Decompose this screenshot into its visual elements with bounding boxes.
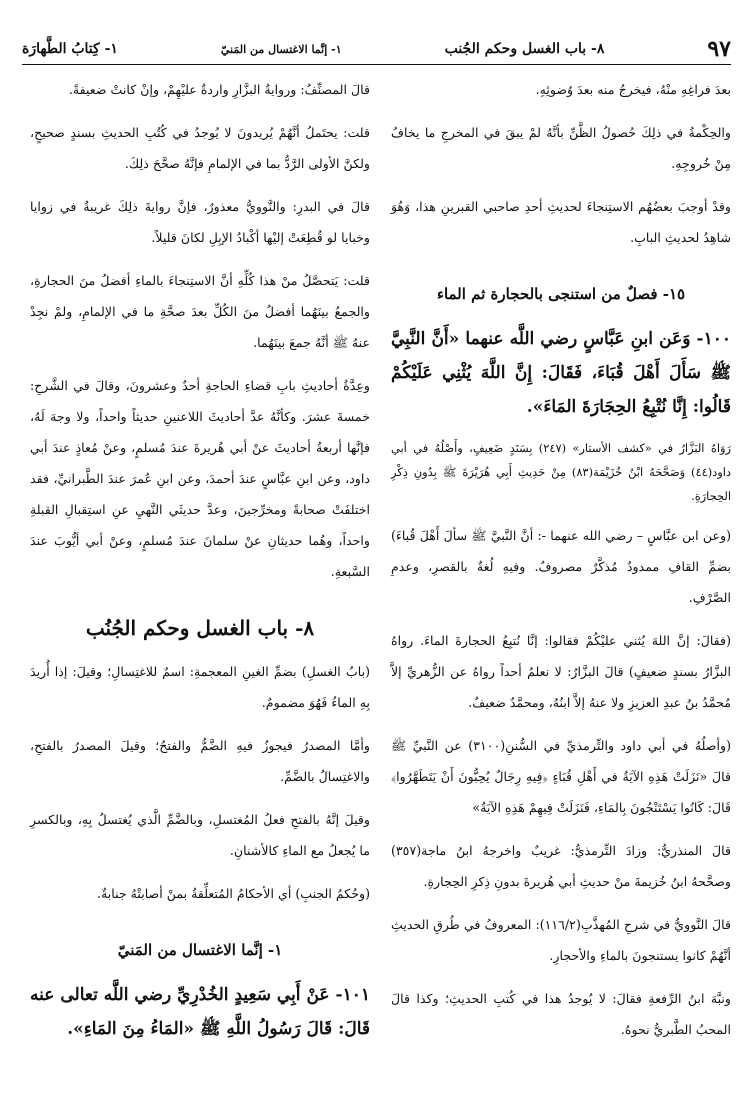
commentary-paragraph: (وأصلُهُ في أبي داود والتِّرمذيِّ في السُّننِ(٣١٠٠) عن النَّبيِّ ﷺ قالَ «نَزَلَتْ هَذِهِ الآيَةُ في أَهْلِ قُبَاءٍ ﴿فِيهِ رِجَالٌ يُحِبُّونَ أَنْ يَتَطَهَّرُوا﴾ قَالَ: كَانُوا يَسْتَنْجُونَ بِالمَاءِ، فَنَزَلَتْ فِيهِمْ هَذِهِ الآيَةُ» [391, 738, 731, 815]
paragraph: والحِكْمةُ في ذلِكَ حُصولُ الظَّنِّ بأنَّهُ لمْ يبقَ في المخرجِ ما يخافُ مِنْ خُروجِهِ. [391, 125, 731, 171]
chapter-heading: ٨- باب الغسل وحكم الجُنُب [85, 616, 315, 640]
paragraph: قالَ في البدرِ: والنَّوويُّ معذورٌ، فإنَّ روايةَ ذلِكَ غريبةٌ في زوايا وخبايا لو قُطِعَتْ إليْها أكْبادُ الإبِلِ لكانَ قليلاً. [30, 199, 370, 245]
paragraph: وعِدَّةُ أحاديثِ بابِ قضاءِ الحاجةِ أحدٌ وعشرونَ، وقالَ في الشَّرحِ: خمسةَ عشرَ. وكأنَّهُ عدَّ أحاديثَ اللاعنينِ حديثاً واحداً، ولا وجهَ لَهُ، فإنَّها أربعةُ أحاديثَ عنْ أبي هُريرةَ عندَ مُسلمٍ، وعنْ مُعاذٍ عندَ أبي داود، وعن ابنِ عبَّاسٍ عندَ أحمدَ، وعن ابنِ عُمرَ عندَ الطَّبرانيِّ، فقد اختلفَتْ صحابةً ومخرِّجينَ، وعدَّ حديثَي النَّهيِ عنِ استِقبالِ القبلةِ واحداً، وهُما حديثانِ عنْ سلمانَ عندَ مُسلمٍ، وعنْ أبي أيُّوبَ عندَ السَّبعةِ. [30, 378, 370, 579]
right-column [391, 74, 731, 1045]
paragraph: وقدْ أوجبَ بعضُهُم الاستِنجاءَ لحديثِ أحدِ صاحبي القبرينِ هذا، وَهُوَ شاهِدُ لحديثِ البابِ. [391, 199, 731, 245]
section-heading: ١٥- فصلٌ من استنجى بالحجارة ثم الماء [436, 285, 686, 303]
left-column [30, 74, 370, 1046]
section-heading: ١- إنَّما الاغتسال من المَنيّ [117, 941, 283, 959]
book-title: ١- كِتابُ الطَّهارَة [22, 41, 118, 57]
hadith-101: ١٠١- عَنْ أَبِي سَعِيدٍ الخُدْرِيِّ رضي اللَّه تعالى عنه قَالَ: قَالَ رَسُولُ اللَّهِ ﷺ «المَاءُ مِنَ المَاءِ». [30, 985, 370, 1039]
chapter-paragraph: وقيلَ إنَّهُ بالفتحِ فعلُ المُغتسلِ، وبالضَّمِّ الَّذي يُغتسلُ بِهِ، وبالكسرِ ما يُجعلُ مع الماءِ كالأشنانِ. [30, 812, 370, 858]
paragraph: قالَ المصنِّفُ: وروايةُ البزَّارِ واردةٌ عليْهِمْ، وإنْ كانتْ ضعيفةً. [68, 82, 370, 97]
hadith-100: ١٠٠- وَعَن ابنِ عَبَّاسٍ رضي اللَّه عنهما «أَنَّ النَّبِيَّ ﷺ سَأَلَ أَهْلَ قُبَاءَ، فَقَالَ: إِنَّ اللَّهَ يُثْنِي عَلَيْكُمْ قَالُوا: إِنَّا نُتْبِعُ الحِجَارَةَ المَاءَ». [391, 329, 731, 417]
running-header [22, 36, 731, 62]
chapter-paragraph: (بابُ الغسلِ) بضمِّ الغينِ المعجمةِ: اسمٌ للاغتِسالِ؛ وقيلَ: إذا أُريدَ بِهِ الماءُ فَهُوَ مضمومٌ. [30, 664, 370, 710]
paragraph: قلت: يحتَملُ أنَّهُمْ يُريدونَ لا يُوجدُ في كُتُبِ الحديثِ بسندٍ صحيحٍ، ولكنَّ الأولى الرَّدُّ بما في الإلمامِ فإنَّهُ صحَّحَ ذلِكَ. [30, 125, 370, 171]
chapter-paragraph: (وحُكمُ الجنبِ) أي الأحكامُ المُتعلِّقةُ بمنْ أصابتْهُ جنابةٌ. [96, 886, 370, 901]
commentary-paragraph: ونبَّهَ ابنُ الرِّفعةِ فقالَ: لا يُوجدُ هذا في كُتبِ الحديثِ؛ وكذا قالَ المحبُ الطَّبريُّ نحوهُ. [391, 991, 731, 1037]
chapter-paragraph: وأمَّا المصدرُ فيجوزُ فيهِ الضَّمُّ والفتحُ؛ وقيلَ المصدرُ بالفتحِ، والاغتِسالُ بالضَّمِّ. [30, 738, 370, 784]
commentary-paragraph: (فقالَ: إنَّ اللهَ يُثني عليْكُمْ فقالوا: إنَّا نُتبِعُ الحجارةَ الماءَ. رواهُ البزَّارُ بسندٍ ضعيفٍ) قالَ البزَّارُ: لا نعلمُ أحداً رواهُ عن الزُّهريِّ إلاَّ مُحمَّدُ بنُ عبدِ العزيزِ ولا عنهُ إلاَّ ابنُهُ، ومحمَّدٌ ضعيفٌ. [391, 633, 731, 710]
header-rule [22, 64, 731, 65]
paragraph: قلت: يَتحصَّلُ منْ هذا كُلِّهِ أنَّ الاستِنجاءَ بالماءِ أفضلُ منَ الحجارةِ، والجمعُ بينَهُما أفضلُ منَ الكُلِّ بعدَ صحَّةِ ما في الإلمامِ، ولمْ نجِدْ عنهُ ﷺ أنَّهُ جمعَ بينَهُما. [30, 273, 370, 350]
section-title: ١- إنَّما الاغتسال من المَنيّ [220, 42, 342, 56]
commentary-paragraph: قالَ النَّوويُّ في شرحِ المُهذَّبِ(١١٦/٢): المعروفُ في طُرقِ الحديثِ أنَّهُمْ كانوا يستنجونَ بالماءِ والأحجارِ. [391, 917, 731, 963]
commentary-paragraph: (وعن ابن عبَّاسٍ – رضي الله عنهما -: أنَّ النَّبيَّ ﷺ سألَ أَهْلَ قُباءَ) بضمِّ القافِ ممدودٌ مُذكَّرٌ مصروفٌ. وفيهِ لُغةٌ بالقصرِ، وعدمِ الصَّرْفِ. [391, 528, 731, 605]
page-number: ٩٧ [707, 36, 731, 62]
takhrij-100: رَوَاهُ البَزَّارُ في «كشف الأستار» (٢٤٧) بِسَنَدٍ ضَعِيفٍ، وأَصْلُهُ في أبي داود(٤٤) وَصَحَّحَهُ ابْنُ خُزَيْمَة(٨٣) مِنْ حَدِيثِ أَبِي هُرَيْرَةَ ﷺ بِدُونِ ذِكْرِ الحِجارَةِ. [391, 441, 731, 503]
paragraph: بعدَ فراغِهِ منْهُ، فيخرجُ منه بعدَ وُضوئِهِ. [535, 82, 731, 97]
chapter-title: ٨- باب الغسل وحكم الجُنب [444, 41, 605, 57]
commentary-paragraph: قالَ المنذريُّ: وزادَ التِّرمذيُّ: غريبٌ واخرجهُ ابنُ ماجة(٣٥٧) وصحَّحهُ ابنُ خُزيمةَ منْ حديثِ أبي هُريرةَ بدونِ ذِكرِ الحِجارةِ. [391, 843, 731, 889]
